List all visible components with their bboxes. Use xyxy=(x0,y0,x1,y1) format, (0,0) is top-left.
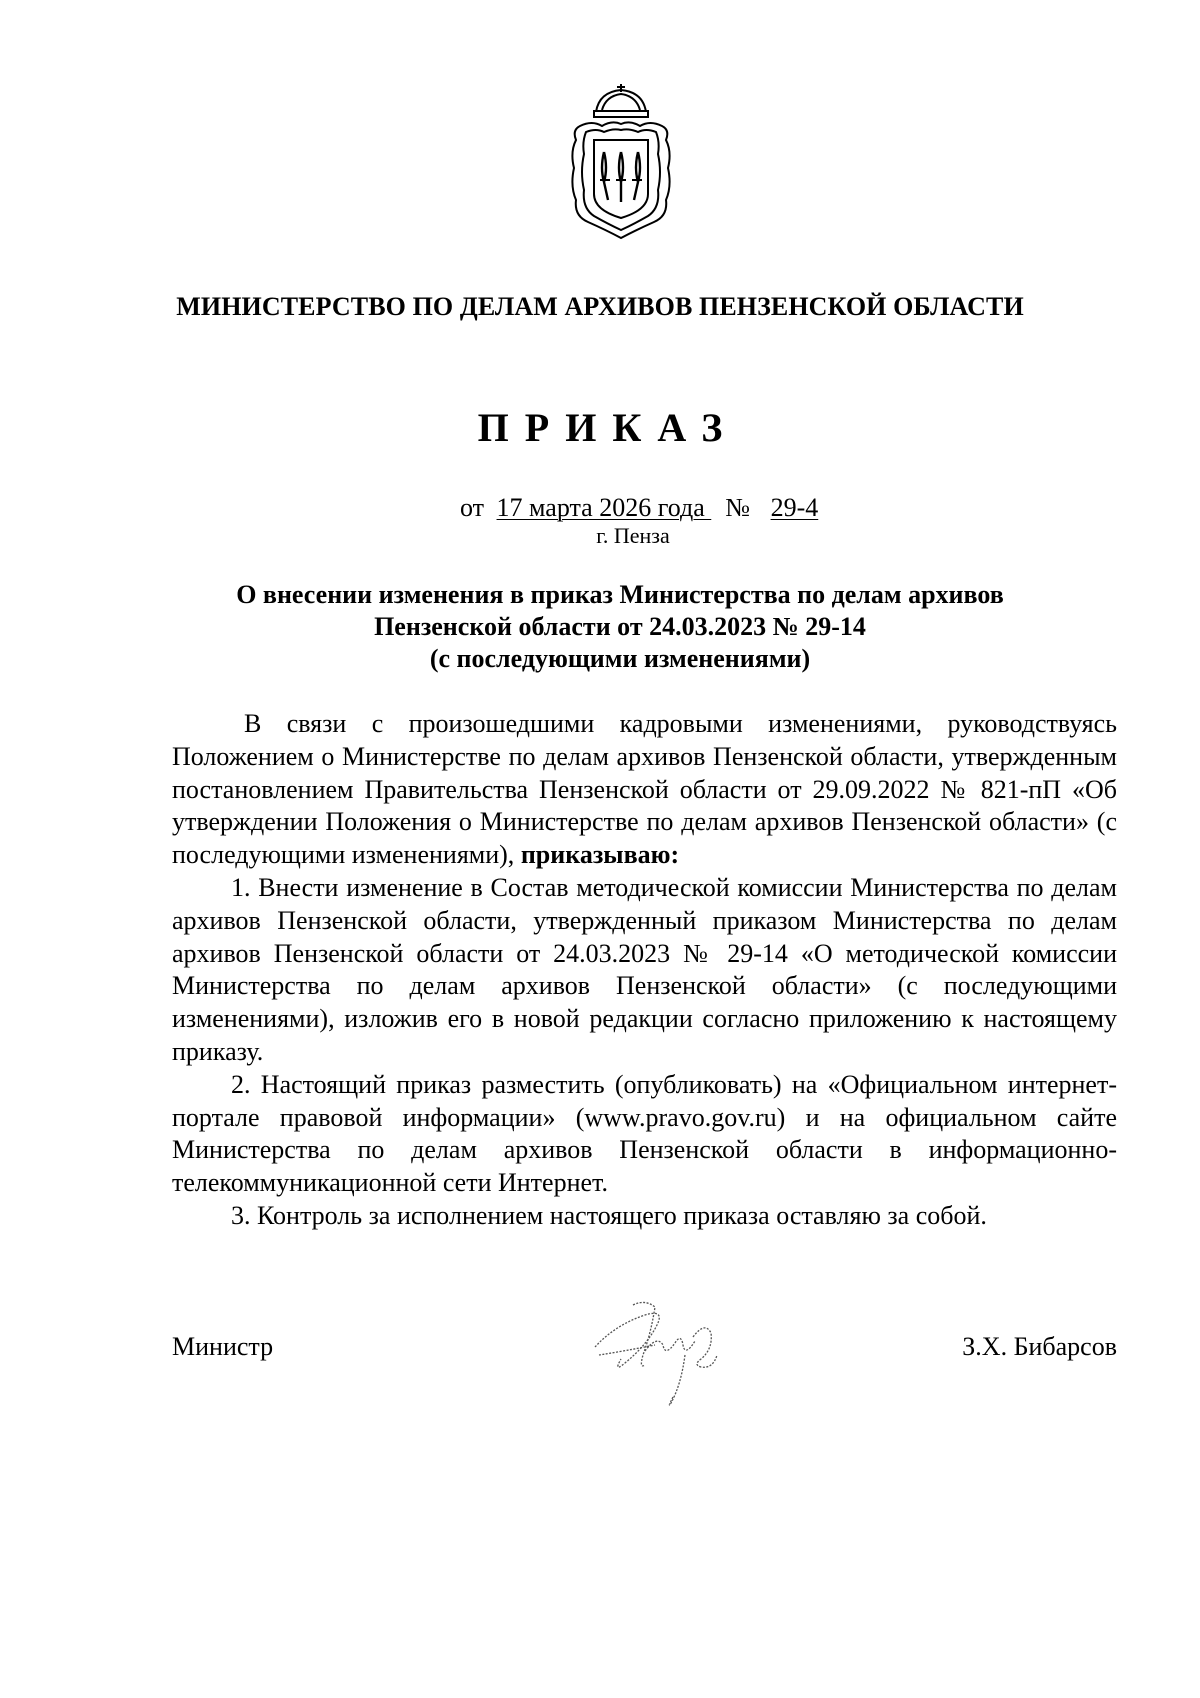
preamble-text: В связи с произошедшими кадровыми изменениями, руководствуясь Положением о Министерстве по делам архивов Пензенской области, утвержденным постановлением Правительства Пензенской области от 29.09.2022 № 821-пП «Об утверждении Положения о Министерстве по делам архивов Пензенской области» (с последующими изменениями), xyxy=(172,709,1117,870)
date-prefix: от xyxy=(460,493,485,522)
subject-line-1: О внесении изменения в приказ Министерства по делам архивов xyxy=(236,580,1004,609)
subject-line-2: Пензенской области от 24.03.2023 № 29-14 xyxy=(374,612,866,641)
subject-line-3: (с последующими изменениями) xyxy=(429,644,811,673)
document-subject xyxy=(170,579,1070,675)
order-item-1: 1. Внести изменение в Состав методической комиссии Министерства по делам архивов Пензенской области, утвержденный приказом Министерства по делам архивов Пензенской области от 24.03.2023 № 29-14 «О методической комиссии Министерства по делам архивов Пензенской области» (с последующими изменениями), изложив его в новой редакции согласно приложению к настоящему приказу. xyxy=(172,872,1117,1066)
order-item-3: 3. Контроль за исполнением настоящего приказа оставляю за собой. xyxy=(231,1200,987,1230)
order-word: приказываю: xyxy=(520,840,680,870)
document-type-title: ПРИКАЗ xyxy=(477,405,739,450)
ministry-name: МИНИСТЕРСТВО ПО ДЕЛАМ АРХИВОВ ПЕНЗЕНСКОЙ ОБЛАСТИ xyxy=(176,292,1024,321)
document-body xyxy=(172,708,1117,1233)
document-city: г. Пенза xyxy=(596,523,670,548)
number-sign: № xyxy=(725,493,751,522)
signature-icon xyxy=(585,1285,745,1415)
document-number: 29-4 xyxy=(770,493,819,522)
order-item-2: 2. Настоящий приказ разместить (опубликовать) на «Официальном интернет-портале правовой информации» (www.pravo.gov.ru) и на официальном сайте Министерства по делам архивов Пензенской области в информационно-телекоммуникационной сети Интернет. xyxy=(172,1069,1117,1198)
document-dateline xyxy=(460,493,818,523)
document-date: 17 марта 2026 года xyxy=(496,493,712,522)
signatory-name: З.Х. Бибарсов xyxy=(962,1332,1117,1361)
preamble-paragraph xyxy=(172,708,1117,872)
signatory-position: Министр xyxy=(172,1332,274,1361)
coat-of-arms-icon xyxy=(566,82,676,240)
